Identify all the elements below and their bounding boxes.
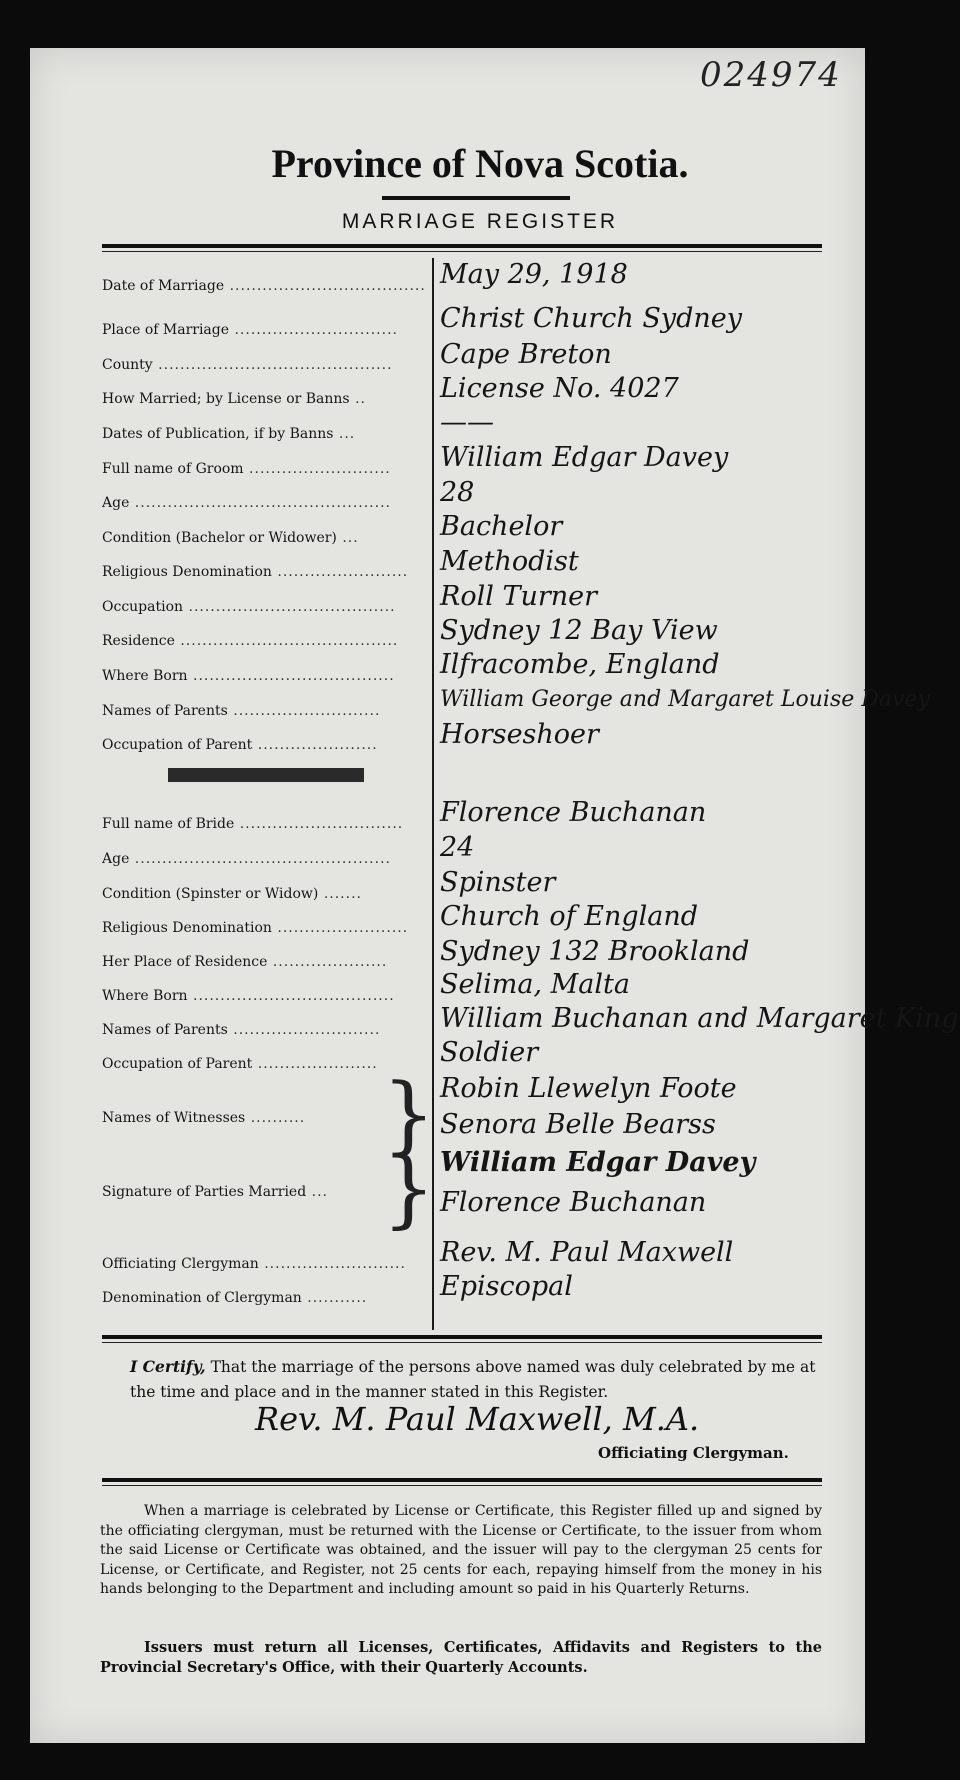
- value-clergy-denomination: Episcopal: [440, 1271, 573, 1302]
- certification-body: That the marriage of the persons above named was duly celebrated by me at the time and place and in the manner stated in this Register.: [130, 1358, 816, 1401]
- value-groom-parent-occupation: Horseshoer: [440, 719, 599, 750]
- serial-number: 024974: [700, 55, 842, 95]
- value-bride-name: Florence Buchanan: [440, 797, 707, 828]
- value-groom-birthplace: Ilfracombe, England: [440, 649, 720, 680]
- label-bride-birthplace: Where Born .....................................: [102, 988, 395, 1004]
- label-date-of-marriage: Date of Marriage ....................................: [102, 278, 426, 294]
- label-groom-religion: Religious Denomination ........................: [102, 564, 409, 580]
- footer-rule-thin: [102, 1485, 822, 1486]
- footer-note: When a marriage is celebrated by License or Certificate, this Register filled up and signed by the officiating clergyman, must be returned with the License or Certificate, to the issuer from whom the said License or Certificate was obtained, and the issuer will pay to the clergyman 25 cents for License, or Certificate, and Register, not 25 cents for each, repaying himself from the money in his hands belonging to the Department and including amount so paid in his Quarterly Returns.: [100, 1503, 822, 1597]
- label-groom-occupation: Occupation ......................................: [102, 599, 396, 615]
- label-clergy-denomination: Denomination of Clergyman ...........: [102, 1290, 368, 1306]
- certification-lead: I Certify,: [130, 1357, 206, 1376]
- value-groom-occupation: Roll Turner: [440, 581, 598, 612]
- label-place-of-marriage: Place of Marriage ..............................: [102, 322, 398, 338]
- value-groom-name: William Edgar Davey: [440, 442, 729, 473]
- label-how-married: How Married; by License or Banns ..: [102, 391, 366, 407]
- value-bride-residence: Sydney 132 Brookland: [440, 936, 750, 967]
- header-rule: [102, 244, 822, 248]
- label-bride-condition: Condition (Spinster or Widow) .......: [102, 886, 362, 902]
- witnesses-brace: }: [382, 1065, 436, 1163]
- label-county: County ...........................................: [102, 357, 393, 373]
- value-bride-religion: Church of England: [440, 901, 699, 932]
- value-bride-age: 24: [440, 832, 475, 863]
- value-county: Cape Breton: [440, 339, 612, 370]
- label-bride-residence: Her Place of Residence .....................: [102, 954, 388, 970]
- label-dates-of-publication: Dates of Publication, if by Banns ...: [102, 426, 356, 442]
- value-place-of-marriage: Christ Church Sydney: [440, 303, 742, 334]
- page-title: Province of Nova Scotia.: [271, 141, 689, 186]
- label-bride-religion: Religious Denomination ........................: [102, 920, 409, 936]
- label-groom-parents: Names of Parents ...........................: [102, 703, 381, 719]
- label-groom-age: Age ...............................................: [102, 495, 391, 511]
- label-groom-parent-occupation: Occupation of Parent ......................: [102, 737, 378, 753]
- clergyman-signature-label: Officiating Clergyman.: [598, 1444, 789, 1462]
- signatures-brace: }: [382, 1139, 436, 1237]
- page-subtitle: MARRIAGE REGISTER: [341, 210, 619, 233]
- witness-2: Senora Belle Bearss: [440, 1109, 716, 1140]
- value-groom-parents: William George and Margaret Louise Davey: [440, 687, 930, 712]
- label-groom-residence: Residence ........................................: [102, 633, 399, 649]
- value-bride-parents: William Buchanan and Margaret King: [440, 1003, 959, 1034]
- label-bride-parents: Names of Parents ...........................: [102, 1022, 381, 1038]
- certification-rule-thin: [102, 1342, 822, 1343]
- value-bride-condition: Spinster: [440, 867, 556, 898]
- value-groom-age: 28: [440, 477, 475, 508]
- witness-1: Robin Llewelyn Foote: [440, 1073, 737, 1104]
- signature-groom: William Edgar Davey: [440, 1147, 756, 1178]
- label-witnesses: Names of Witnesses ..........: [102, 1110, 306, 1126]
- footer-rule: [102, 1478, 822, 1482]
- label-bride-name: Full name of Bride ..............................: [102, 816, 404, 832]
- section-separator-bar: [168, 768, 364, 782]
- certification-rule: [102, 1335, 822, 1339]
- label-signatures: Signature of Parties Married ...: [102, 1184, 328, 1200]
- label-groom-condition: Condition (Bachelor or Widower) ...: [102, 530, 359, 546]
- label-groom-name: Full name of Groom ..........................: [102, 461, 391, 477]
- label-groom-birthplace: Where Born .....................................: [102, 668, 395, 684]
- certification-text: [130, 1354, 825, 1405]
- value-how-married: License No. 4027: [440, 373, 679, 404]
- label-bride-parent-occupation: Occupation of Parent ......................: [102, 1056, 378, 1072]
- value-bride-birthplace: Selima, Malta: [440, 969, 630, 1000]
- value-dates-of-publication: ——: [440, 407, 494, 438]
- footer-issuers: Issuers must return all Licenses, Certificates, Affidavits and Registers to the Provincial Secretary's Office, with their Quarterly Accounts.: [100, 1639, 822, 1676]
- value-groom-residence: Sydney 12 Bay View: [440, 615, 718, 646]
- value-groom-condition: Bachelor: [440, 511, 563, 542]
- value-bride-parent-occupation: Soldier: [440, 1037, 539, 1068]
- signature-bride: Florence Buchanan: [440, 1187, 707, 1218]
- value-date-of-marriage: May 29, 1918: [440, 259, 628, 290]
- value-officiating-clergyman: Rev. M. Paul Maxwell: [440, 1237, 734, 1268]
- label-bride-age: Age ...............................................: [102, 851, 391, 867]
- title-underline: [382, 196, 570, 200]
- header-rule-thin: [102, 251, 822, 252]
- value-groom-religion: Methodist: [440, 546, 579, 577]
- clergyman-signature: Rev. M. Paul Maxwell, M.A.: [255, 1400, 700, 1438]
- label-officiating-clergyman: Officiating Clergyman ..........................: [102, 1256, 406, 1272]
